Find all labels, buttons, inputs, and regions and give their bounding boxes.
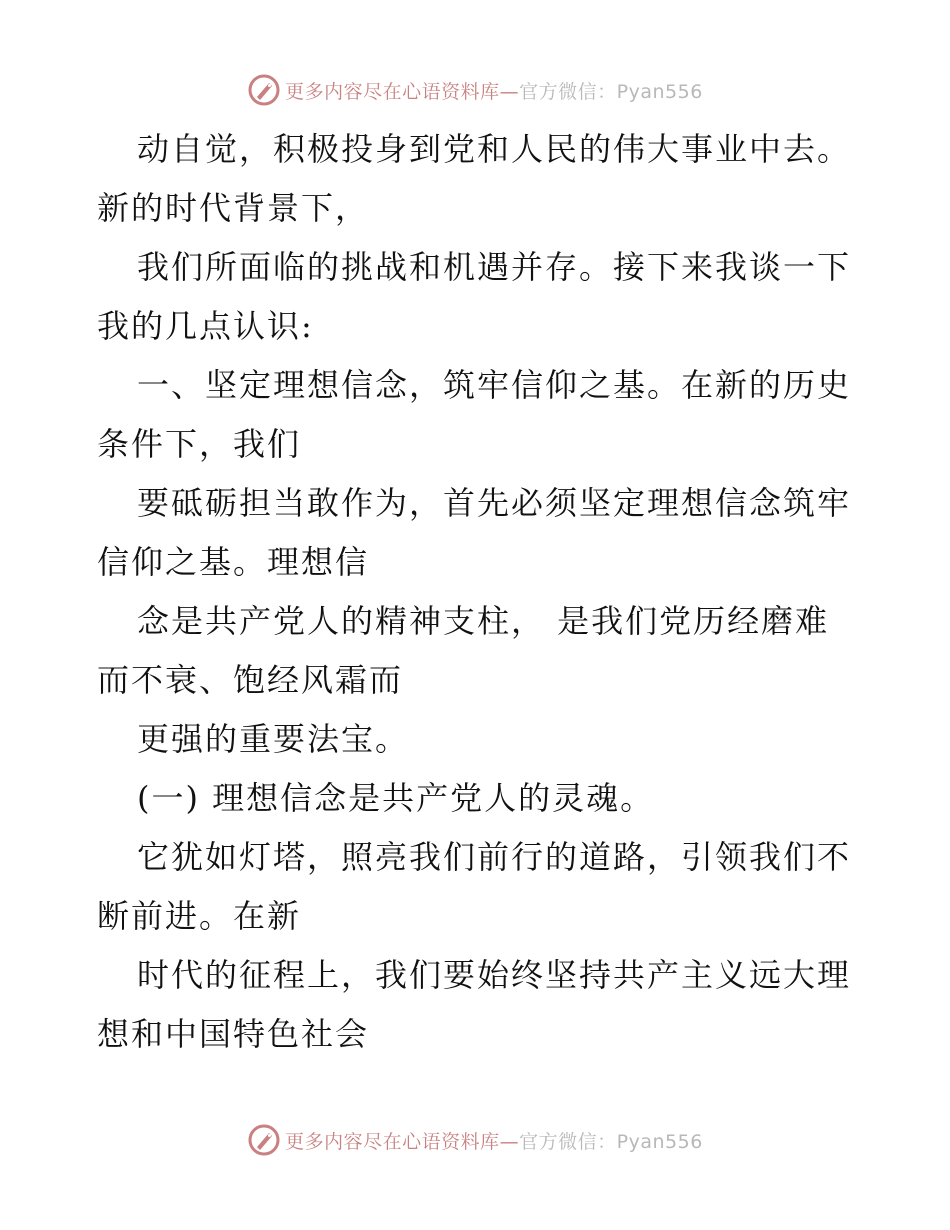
text-line: 我的几点认识:	[97, 307, 314, 345]
banner-text: 更多内容尽在心语资料库—官方微信：Pyan556	[285, 80, 703, 103]
text-line: 动自觉，积极投身到党和人民的伟大事业中去。	[137, 130, 852, 168]
text-line: 我们所面临的挑战和机遇并存。接下来我谈一下	[137, 248, 852, 286]
text-line: 新的时代背景下，	[97, 189, 370, 227]
text-line: 它犹如灯塔，照亮我们前行的道路，引领我们不	[137, 838, 852, 876]
text-line: 想和中国特色社会	[97, 1015, 370, 1053]
text-line: 一、坚定理想信念，筑牢信仰之基。在新的历史	[137, 366, 852, 404]
text-line: 信仰之基。理想信	[97, 543, 370, 581]
header-banner	[0, 70, 950, 110]
text-line: 念是共产党人的精神支柱， 是我们党历经磨难	[137, 602, 830, 640]
text-line: 而不衰、饱经风霜而	[97, 661, 404, 699]
text-line: 时代的征程上，我们要始终坚持共产主义远大理	[137, 956, 852, 994]
text-line: 条件下，我们	[97, 425, 302, 463]
body-text	[97, 120, 857, 1064]
banner-text: 更多内容尽在心语资料库—官方微信：Pyan556	[285, 1130, 703, 1153]
text-line: 更强的重要法宝。	[137, 720, 410, 758]
footer-banner	[0, 1120, 950, 1160]
text-line: 要砥砺担当敢作为，首先必须坚定理想信念筑牢	[137, 484, 852, 522]
text-line: 断前进。在新	[97, 897, 302, 935]
pen-nib-logo-icon	[247, 1123, 281, 1157]
pen-nib-logo-icon	[247, 73, 281, 107]
section-heading: (一) 理想信念是共产党人的灵魂。	[137, 779, 655, 817]
